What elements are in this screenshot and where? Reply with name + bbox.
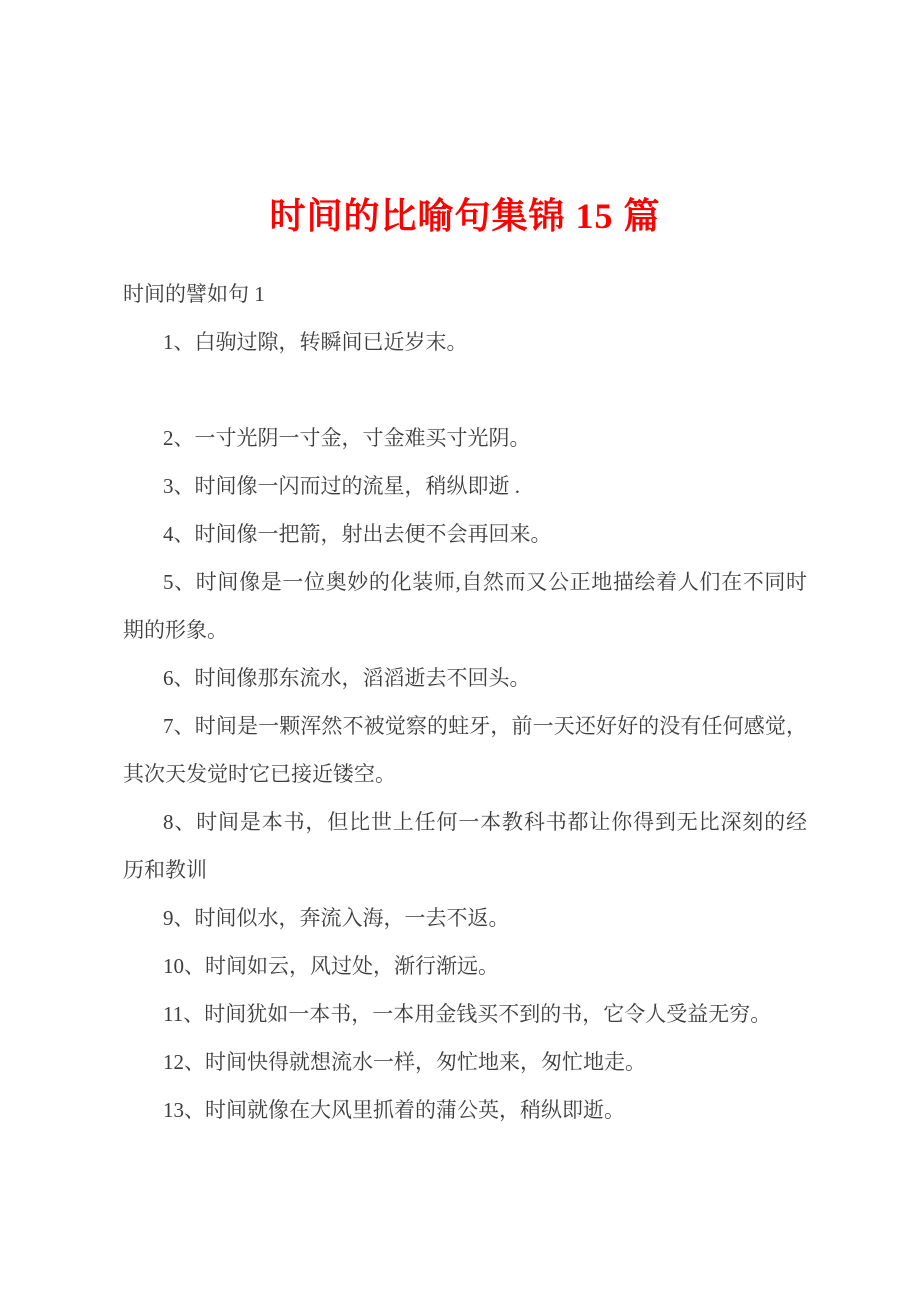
sentence-line: 2、一寸光阴一寸金，寸金难买寸光阴。 [163, 426, 531, 450]
sentence-item-8 [123, 798, 807, 894]
sentence-line: 期的形象。 [123, 618, 228, 642]
sentence-line: 10、时间如云，风过处，渐行渐远。 [163, 954, 499, 978]
sentence-item-10 [123, 942, 807, 990]
sentence-line: 8、时间是本书，但比世上任何一本教科书都让你得到无比深刻的经 [163, 810, 807, 834]
sentence-item-9 [123, 894, 807, 942]
sentence-line: 其次天发觉时它已接近镂空。 [123, 762, 396, 786]
sentence-line: 7、时间是一颗浑然不被觉察的蛀牙，前一天还好好的没有任何感觉， [163, 714, 807, 738]
sentence-line: 历和教训 [123, 858, 207, 882]
sentence-line: 6、时间像那东流水，滔滔逝去不回头。 [163, 666, 531, 690]
section-heading: 时间的譬如句 1 [123, 282, 265, 306]
sentence-item-4 [123, 510, 807, 558]
sentence-item-2 [123, 414, 807, 462]
sentence-item-3 [123, 462, 807, 510]
sentence-line: 9、时间似水，奔流入海，一去不返。 [163, 906, 510, 930]
sentence-line: 3、时间像一闪而过的流星，稍纵即逝 . [163, 474, 520, 498]
sentence-item-11 [123, 990, 807, 1038]
sentence-item-1 [123, 318, 807, 366]
sentence-line: 12、时间快得就想流水一样，匆忙地来，匆忙地走。 [163, 1050, 646, 1074]
sentence-line: 1、白驹过隙，转瞬间已近岁末。 [163, 330, 468, 354]
sentence-line: 5、时间像是一位奥妙的化装师,自然而又公正地描绘着人们在不同时 [163, 570, 807, 594]
sentence-line: 4、时间像一把箭，射出去便不会再回来。 [163, 522, 552, 546]
sentence-item-5 [123, 558, 807, 654]
sentence-item-7 [123, 702, 807, 798]
sentence-item-12 [123, 1038, 807, 1086]
sentence-line: 13、时间就像在大风里抓着的蒲公英，稍纵即逝。 [163, 1098, 625, 1122]
sentence-item-13 [123, 1086, 807, 1134]
sentence-item-6 [123, 654, 807, 702]
sentence-line: 11、时间犹如一本书，一本用金钱买不到的书，它令人受益无穷。 [163, 1002, 772, 1026]
document-title: 时间的比喻句集锦 15 篇 [269, 196, 661, 236]
